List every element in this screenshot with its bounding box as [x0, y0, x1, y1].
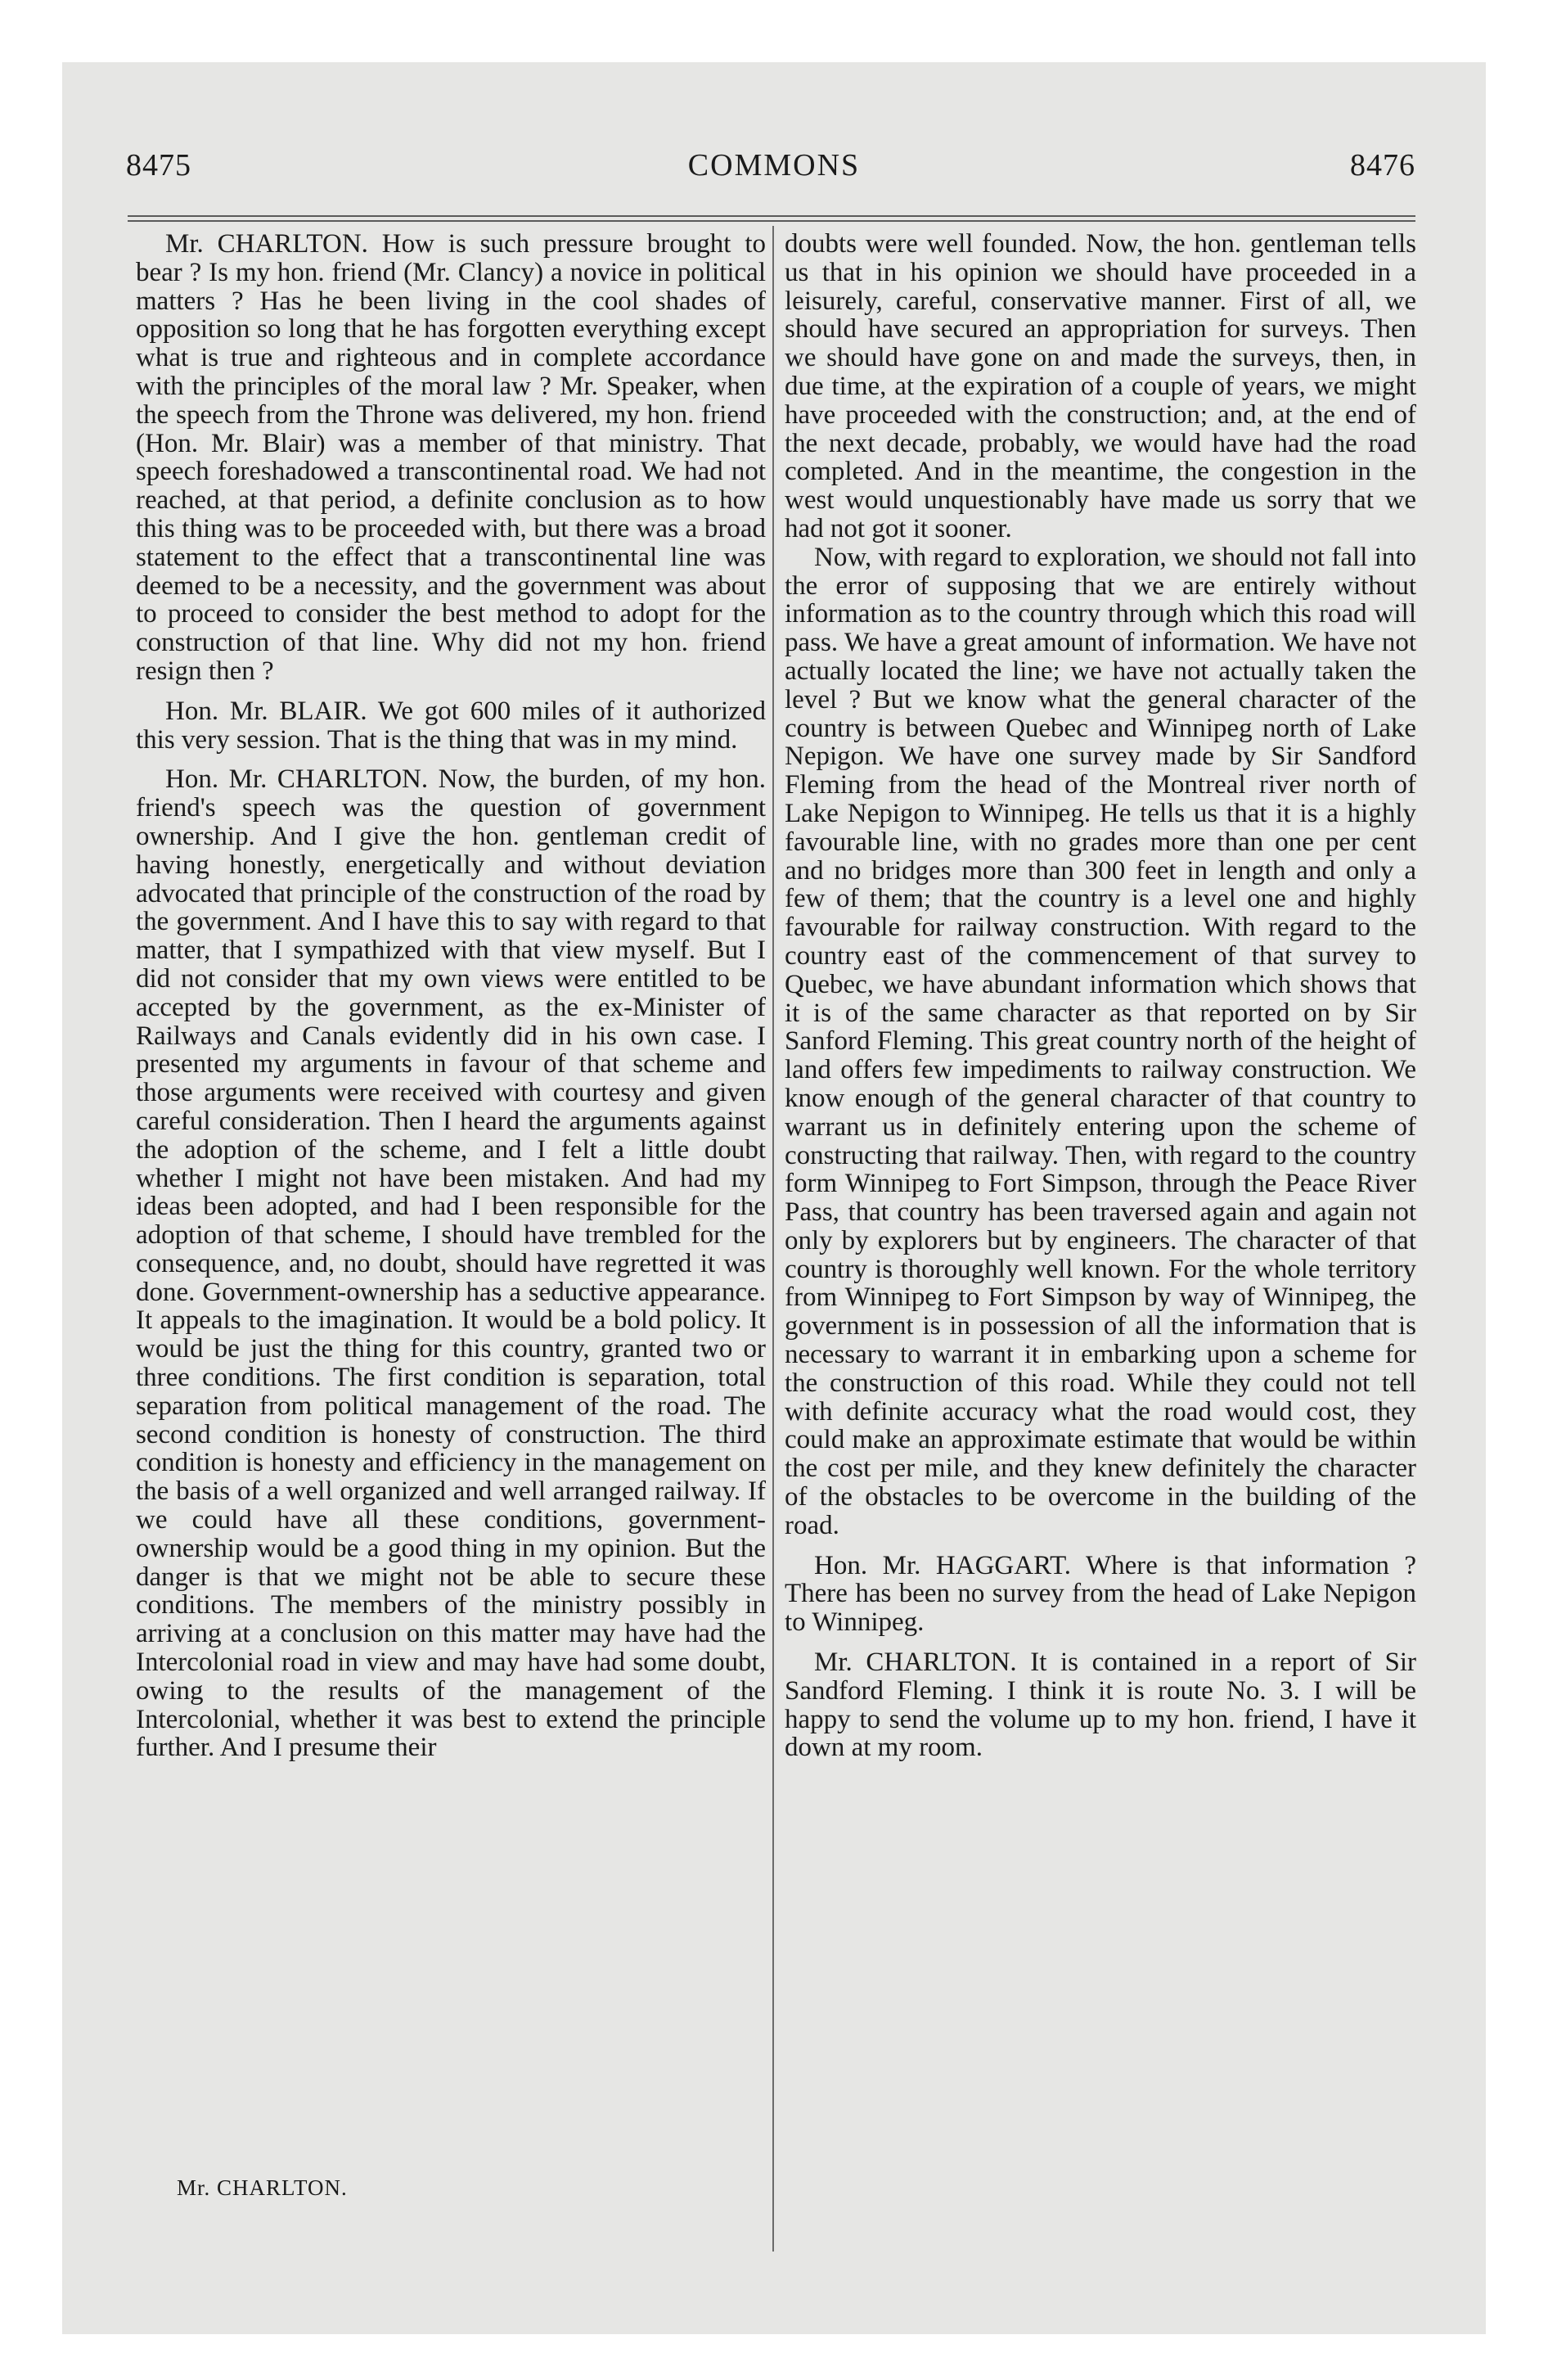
- paragraph: Hon. Mr. CHARLTON. Now, the burden, of my hon. friend's speech was the question of government ownership. And I give the hon. gentleman credit of having honestly, energetically and without deviation advocated that principle of the construction of the road by the government. And I have this to say with regard to that matter, that I sympathized with that view myself. But I did not consider that my own views were entitled to be accepted by the government, as the ex-Minister of Railways and Canals evidently did in his own case. I presented my arguments in favour of that scheme and those arguments were received with courtesy and given careful consideration. Then I heard the arguments against the adoption of the scheme, and I felt a little doubt whether I might not have been mistaken. And had my ideas been adopted, and had I been responsible for the adoption of that scheme, I should have trembled for the consequence, and, no doubt, should have regretted it was done. Government-ownership has a seductive appearance. It appeals to the imagination. It would be a bold policy. It would be just the thing for this country, granted two or three conditions. The first condition is separation, total separation from political management of the road. The second condition is honesty of construction. The third condition is honesty and efficiency in the management on the basis of a well organized and well arranged railway. If we could have all these conditions, government-ownership would be a good thing in my opinion. But the danger is that we might not be able to secure these conditions. The members of the ministry possibly in arriving at a conclusion on this matter may have had the Intercolonial road in view and may have had some doubt, owing to the results of the management of the Intercolonial, whether it was best to extend the principle further. And I presume their: [136, 764, 766, 1763]
- paragraph: doubts were well founded. Now, the hon. gentleman tells us that in his opinion we should have proceeded in a leisurely, careful, conservative manner. First of all, we should have secured an appropriation for surveys. Then we should have gone on and made the surveys, then, in due time, at the expiration of a couple of years, we might have proceeded with the construction; and, at the end of the next decade, probably, we would have had the road completed. And in the meantime, the congestion in the west would unquestionably have made us sorry that we had not got it sooner.: [785, 229, 1416, 543]
- paragraph: Mr. CHARLTON. How is such pressure brought to bear ? Is my hon. friend (Mr. Clancy) a novice in political matters ? Has he been living in the cool shades of opposition so long that he has forgotten everything except what is true and righteous and in complete accordance with the principles of the moral law ? Mr. Speaker, when the speech from the Throne was delivered, my hon. friend (Hon. Mr. Blair) was a member of that ministry. That speech foreshadowed a transcontinental road. We had not reached, at that period, a definite conclusion as to how this thing was to be proceeded with, but there was a broad statement to the effect that a transcontinental line was deemed to be a necessity, and the government was about to proceed to consider the best method to adopt for the construction of that line. Why did not my hon. friend resign then ?: [136, 229, 766, 686]
- paragraph: Hon. Mr. HAGGART. Where is that information ? There has been no survey from the head of Lake Nepigon to Winnipeg.: [785, 1550, 1416, 1638]
- page-header: [62, 147, 1486, 188]
- left-column: [136, 230, 766, 1762]
- right-column: [785, 230, 1416, 1762]
- header-rule: [128, 220, 1415, 222]
- page-title: COMMONS: [687, 148, 861, 183]
- right-page-number: 8476: [1350, 148, 1415, 183]
- paragraph: Mr. CHARLTON. It is contained in a report of Sir Sandford Fleming. I think it is route No. 3. I will be happy to send the volume up to my hon. friend, I have it down at my room.: [785, 1648, 1416, 1763]
- left-page-number: 8475: [126, 148, 191, 183]
- page: [62, 62, 1486, 2334]
- page-footer: Mr. CHARLTON.: [177, 2175, 348, 2200]
- paragraph: Now, with regard to exploration, we should not fall into the error of supposing that we are entirely without information as to the country through which this road will pass. We have a great amount of information. We have not actually located the line; we have not actually taken the level ? But we know what the general character of the country is between Quebec and Winnipeg north of Lake Nepigon. We have one survey made by Sir Sandford Fleming from the head of the Montreal river north of Lake Nepigon to Winnipeg. He tells us that it is a highly favourable line, with no grades more than one per cent and no bridges more than 300 feet in length and only a few of them; that the country is a level one and highly favourable for railway construction. With regard to the country east of the commencement of that survey to Quebec, we have abundant information which shows that it is of the same character as that reported on by Sir Sanford Fleming. This great country north of the height of land offers few impediments to railway construction. We know enough of the general character of that country to warrant us in definitely entering upon the scheme of constructing that railway. Then, with regard to the country form Winnipeg to Fort Simpson, through the Peace River Pass, that country has been traversed again and again not only by explorers but by engineers. The character of that country is thoroughly well known. For the whole territory from Winnipeg to Fort Simpson by way of Winnipeg, the government is in possession of all the information that is necessary to warrant it in embarking upon a scheme for the construction of this road. While they could not tell with definite accuracy what the road would cost, they could make an approximate estimate that would be within the cost per mile, and they knew definitely the character of the obstacles to be overcome in the building of the road.: [785, 542, 1416, 1540]
- column-divider: [772, 226, 774, 2252]
- header-rule: [128, 215, 1415, 217]
- paragraph: Hon. Mr. BLAIR. We got 600 miles of it authorized this very session. That is the thing that was in my mind.: [136, 696, 766, 755]
